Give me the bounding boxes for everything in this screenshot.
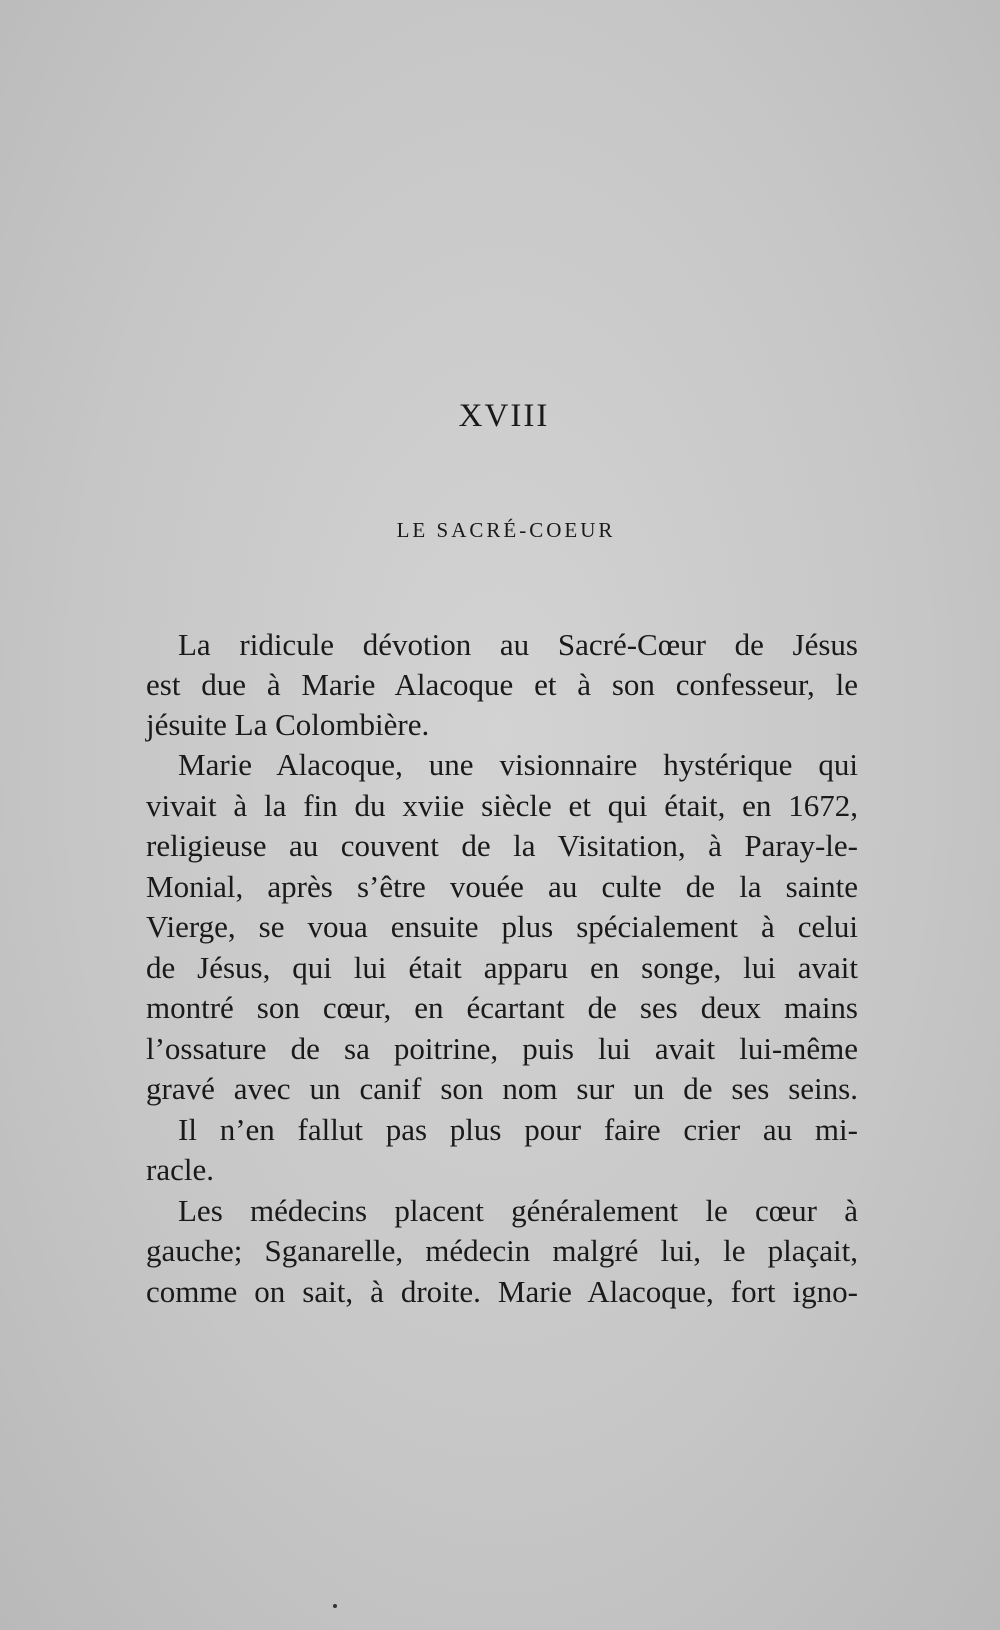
body-line: Il n’en fallut pas plus pour faire crier au mi- — [178, 1112, 858, 1147]
body-line: Les médecins placent généralement le cœur à — [178, 1193, 858, 1228]
body-line: gravé avec un canif son nom sur un de ses seins. — [146, 1071, 858, 1106]
body-line: de Jésus, qui lui était apparu en songe, lui avait — [146, 950, 858, 985]
page-speck — [333, 1604, 337, 1608]
body-line: vivait à la fin du xviie siècle et qui était, en 1672, — [146, 788, 858, 823]
body-line: Monial, après s’être vouée au culte de la sainte — [146, 869, 858, 904]
body-line: Vierge, se voua ensuite plus spécialement à celui — [146, 909, 858, 944]
body-line: gauche; Sganarelle, médecin malgré lui, le plaçait, — [146, 1233, 858, 1268]
body-line: montré son cœur, en écartant de ses deux mains — [146, 990, 858, 1025]
body-line: comme on sait, à droite. Marie Alacoque, fort igno- — [146, 1274, 858, 1309]
body-line: est due à Marie Alacoque et à son confesseur, le — [146, 667, 858, 702]
body-line: l’ossature de sa poitrine, puis lui avait lui-même — [146, 1031, 858, 1066]
body-line: religieuse au couvent de la Visitation, à Paray-le- — [146, 828, 858, 863]
body-line: Marie Alacoque, une visionnaire hystérique qui — [178, 747, 858, 782]
body-line: racle. — [146, 1152, 214, 1187]
chapter-title: LE SACRÉ-COEUR — [396, 518, 616, 542]
body-line: jésuite La Colombière. — [146, 707, 430, 742]
body-line: La ridicule dévotion au Sacré-Cœur de Jésus — [178, 627, 858, 662]
chapter-number: XVIII — [458, 398, 550, 434]
